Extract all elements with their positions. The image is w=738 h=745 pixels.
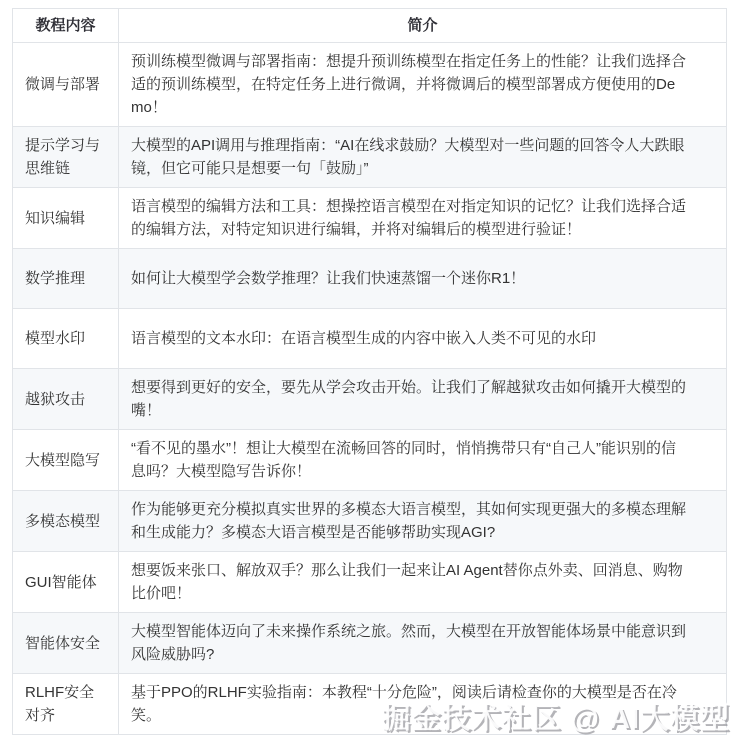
row-description: 预训练模型微调与部署指南：想提升预训练模型在指定任务上的性能？让我们选择合适的预训练模型，在特定任务上进行微调，并将微调后的模型部署成方便使用的Demo！ — [119, 43, 727, 127]
watermark: 掘金技术社区 @ AI大模型 — [381, 703, 730, 735]
table-row — [13, 127, 727, 188]
row-description: 如何让大模型学会数学推理？让我们快速蒸馏一个迷你R1！ — [119, 249, 727, 309]
row-label: RLHF安全对齐 — [13, 674, 119, 735]
row-description: 基于PPO的RLHF实验指南：本教程“十分危险”，阅读后请检查你的大模型是否在冷笑。 — [119, 674, 727, 735]
row-label: 智能体安全 — [13, 613, 119, 674]
row-description: 想要饭来张口、解放双手？那么让我们一起来让AI Agent替你点外卖、回消息、购物比价吧！ — [119, 552, 727, 613]
row-label: 模型水印 — [13, 309, 119, 369]
table-row — [13, 491, 727, 552]
table-row — [13, 249, 727, 309]
row-label: 提示学习与思维链 — [13, 127, 119, 188]
row-description: “看不见的墨水”！想让大模型在流畅回答的同时，悄悄携带只有“自己人”能识别的信息吗？大模型隐写告诉你！ — [119, 430, 727, 491]
column-header-tutorial-content: 教程内容 — [13, 9, 119, 43]
table-row — [13, 43, 727, 127]
row-label: 大模型隐写 — [13, 430, 119, 491]
row-label: 多模态模型 — [13, 491, 119, 552]
row-description: 语言模型的编辑方法和工具：想操控语言模型在对指定知识的记忆？让我们选择合适的编辑方法，对特定知识进行编辑，并将对编辑后的模型进行验证！ — [119, 188, 727, 249]
table-row — [13, 613, 727, 674]
table-body — [13, 43, 727, 735]
row-description: 语言模型的文本水印：在语言模型生成的内容中嵌入人类不可见的水印 — [119, 309, 727, 369]
table-row — [13, 674, 727, 735]
row-label: 越狱攻击 — [13, 369, 119, 430]
row-label: 知识编辑 — [13, 188, 119, 249]
row-label: GUI智能体 — [13, 552, 119, 613]
row-description: 作为能够更充分模拟真实世界的多模态大语言模型，其如何实现更强大的多模态理解和生成能力？多模态大语言模型是否能够帮助实现AGI? — [119, 491, 727, 552]
row-description: 大模型智能体迈向了未来操作系统之旅。然而，大模型在开放智能体场景中能意识到风险威胁吗? — [119, 613, 727, 674]
table-row — [13, 369, 727, 430]
table-row — [13, 188, 727, 249]
row-description: 大模型的API调用与推理指南：“AI在线求鼓励？大模型对一些问题的回答令人大跌眼镜，但它可能只是想要一句「鼓励」” — [119, 127, 727, 188]
row-description: 想要得到更好的安全，要先从学会攻击开始。让我们了解越狱攻击如何撬开大模型的嘴！ — [119, 369, 727, 430]
table-row — [13, 552, 727, 613]
tutorial-table — [12, 8, 727, 735]
table-row — [13, 430, 727, 491]
column-header-intro: 简介 — [119, 9, 727, 43]
table-row — [13, 309, 727, 369]
row-label: 数学推理 — [13, 249, 119, 309]
row-label: 微调与部署 — [13, 43, 119, 127]
table-header-row — [13, 9, 727, 43]
